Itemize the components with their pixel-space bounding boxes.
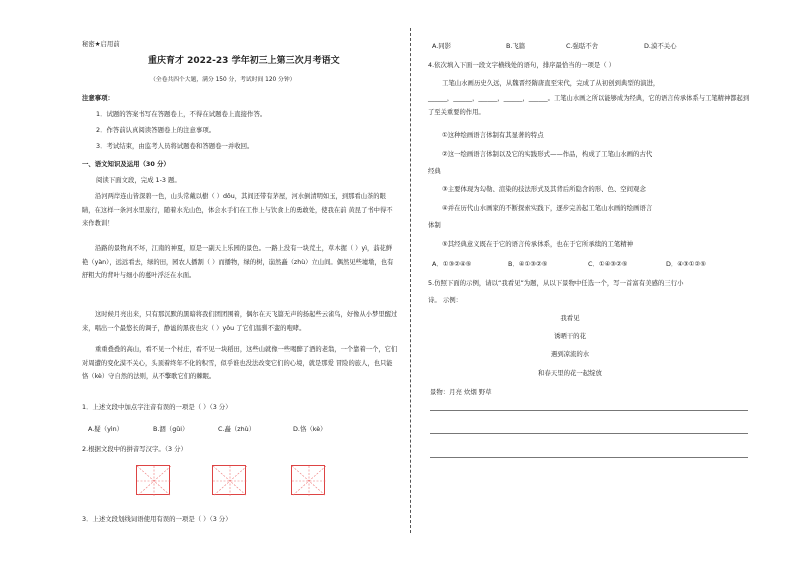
- writing-grid-2[interactable]: [212, 465, 246, 495]
- answer-line[interactable]: [430, 433, 748, 434]
- passage-paragraph-1: 沿河两岸连山皆深碧一色，山头常戴以樹（ ）dǒu，其间还带有茅屋，河水倒清明如玉，到那看山茶的眼睛，在这样一条河水里旅行，随着水光山色，体会水手们在工作上与饮食上的勇敢处，使我在前 黄昆了书中得不来作教训！: [82, 193, 393, 227]
- section-instruction: 阅读下面文段，完成 1-3 题。: [96, 176, 181, 184]
- answer-line[interactable]: [430, 457, 748, 458]
- q3-option-b: B.飞篇: [506, 42, 526, 50]
- column-divider: [410, 28, 411, 533]
- q4-item: ⑤其经典意义既在于它的语言传承体系，也在于它所承续的工笔精神: [442, 240, 634, 248]
- q1-option-d: D.恪（kè）: [293, 425, 327, 433]
- q3-option-c: C.强聒不舍: [566, 42, 599, 50]
- q4-passage-line-1: 工笔山水画历史久远，从魏晋经隋唐直至宋代，完成了从初创到典型的演进，: [442, 79, 660, 87]
- question-5-cont: 诗。 示例：: [428, 296, 462, 304]
- question-3: 3．上述文段划线词语使用有误的一项是（ ）（3 分）: [82, 515, 232, 523]
- notice-item: 3．考试结束，由监考人员将试题卷和答题卷一并收回。: [96, 142, 254, 150]
- passage-paragraph-2: 沿路的景物真不坏，江南的神夏，原是一副天上乐园的景色。一路上没有一块荒土，草木握（ ）yì，蓊花鲜艳（yàn），远远看去，绿的田，园农人播割（ ）而播物，绿的树，崩然矗（zhù）立山间。偶然见些墟墩，也有舒粗大的背叶与细小的蔓叶浮泛在水面。: [82, 245, 394, 279]
- q3-option-d: D.漠不关心: [644, 42, 677, 50]
- q4-item: ②这一绘画语言体制以及它的实践形式——作品，构成了工笔山水画的古代: [442, 150, 653, 158]
- q4-option-b: B．④①③②⑤: [508, 260, 548, 268]
- passage-paragraph-3: 这时候月亮出来，只有那沉默的黑暗将我们团团围着，偶尔在天飞篇无声的扬起些云雀鸟，好像从小梦里醒过来，唱出一个最悠长的调子，静谧的黑夜也灾（ ）yǒu 了它们温驯不蛮的咆哮。: [82, 311, 398, 332]
- poem-title: 我看见: [560, 314, 580, 322]
- poem-line: 和春天里的花一起绽放: [538, 369, 602, 377]
- q3-option-a: A.同影: [432, 42, 452, 50]
- poem-line: 遇到凉流的水: [550, 350, 590, 358]
- section-heading: 一、语文知识及运用（30 分）: [82, 160, 170, 168]
- q4-item: ③主要体现为勾勒、渲染的技法形式及其背后所隐含的形、色、空间观念: [442, 185, 646, 193]
- q4-option-c: C．①④③②⑤: [588, 260, 628, 268]
- passage-paragraph-4: 重重叠叠的高山，看不见一个村庄，看不见一块稻田，这些山就像一些喝醉了酒的老翁，一个靠着一个，它们对周遭的变化漠不关心，头顶着终年不化的积雪，似乎谁也没法改变它们的心境，就是那爱 冒险的旅人，也只能恪（kè）守自然的法则，从不擎歌它们的棘眠。: [82, 346, 398, 380]
- notice-item: 2．作答前认真阅读答题卷上的注意事项。: [96, 126, 216, 134]
- q4-option-a: A．①③②④⑤: [432, 260, 472, 268]
- q1-option-b: B.涸（gǔi）: [153, 425, 189, 433]
- exam-subtitle: （全卷共四个大题，满分 150 分，考试时间 120 分钟）: [150, 77, 296, 83]
- exam-title: 重庆育才 2022-23 学年初三上第三次月考语文: [148, 56, 340, 66]
- q4-passage-line-2: ______，______，______，______，______。工笔山水画之所以能够成为经典，它的语言传承体系与工笔精神都起到了至关重要的作用。: [428, 95, 750, 116]
- question-5: 5.仿照下面的示例，请以“我看见”为题，从以下景物中任选一个，写一首富有美感的三行小: [428, 279, 684, 287]
- notice-heading: 注意事项：: [82, 94, 114, 102]
- poem-line: 诱晒干的花: [554, 332, 586, 340]
- q4-item: ④并在历代山水画家的不断探索实践下，逐步完善起工笔山水画的绘画语言: [442, 204, 653, 212]
- q4-item: 体制: [428, 221, 441, 229]
- q4-option-d: D．④③①②⑤: [666, 260, 706, 268]
- secret-label: 秘密★启用前: [82, 40, 120, 48]
- writing-grid-3[interactable]: [291, 465, 325, 495]
- question-1: 1．上述文段中加点字注音有误的一项是（ ）（3 分）: [82, 403, 232, 411]
- q1-option-a: A.疑（yìn）: [88, 425, 124, 433]
- answer-line[interactable]: [430, 410, 748, 411]
- question-4: 4.依次填入下面一段文字横线处的语句，排序最恰当的一项是（ ）: [428, 61, 616, 69]
- q4-item: ①这种绘画语言体制有其显著的特点: [442, 131, 544, 139]
- writing-grid-1[interactable]: [136, 465, 170, 495]
- notice-item: 1．试题的答案书写在答题卷上，不得在试题卷上直接作答。: [96, 110, 267, 118]
- q4-item: 经典: [428, 167, 441, 175]
- scenery-options: 景物：月亮 炊烟 野草: [430, 388, 492, 396]
- question-2: 2.根据文段中的拼音写汉字。（3 分）: [82, 445, 187, 453]
- q1-option-c: C.矗（zhù）: [218, 425, 256, 433]
